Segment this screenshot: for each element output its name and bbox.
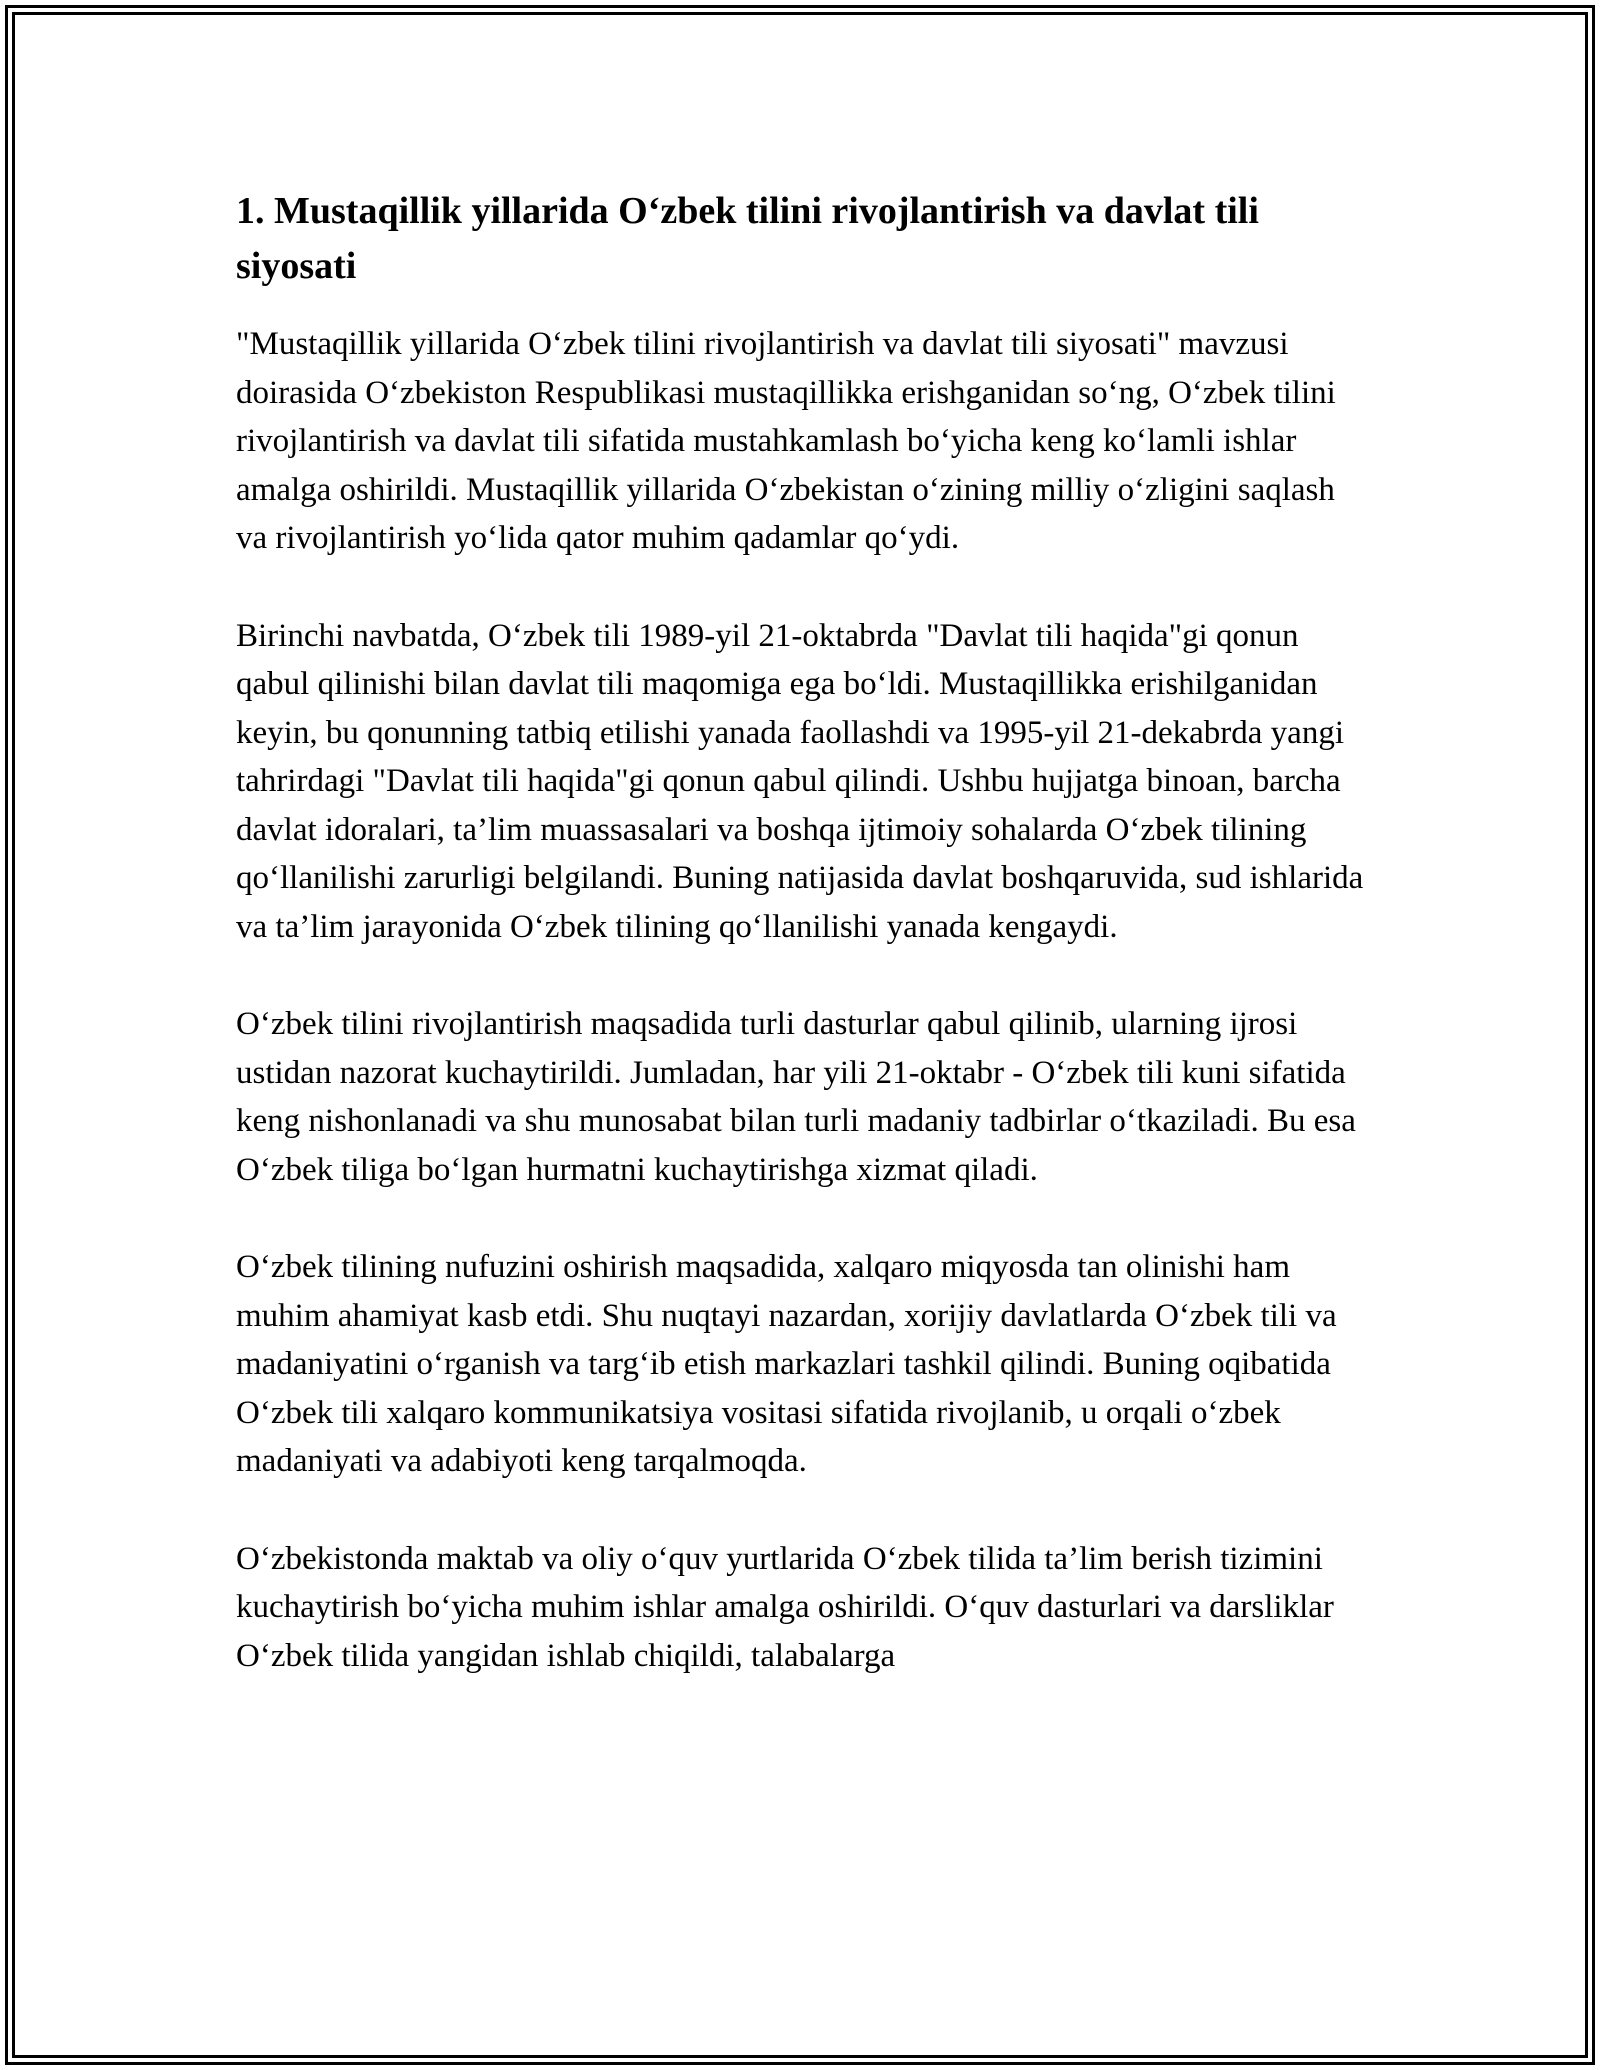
paragraph-3: O‘zbek tilini rivojlantirish maqsadida turli dasturlar qabul qilinib, ularning ijrosi ustidan nazorat kuchaytirildi. Jumladan, har yili 21-oktabr - O‘zbek tili kuni sifatida keng nishonlanadi va shu munosabat bilan turli madaniy tadbirlar o‘tkaziladi. Bu esa O‘zbek tiliga bo‘lgan hurmatni kuchaytirishga xizmat qiladi. [236, 1006, 1356, 1188]
paragraph-5: O‘zbekistonda maktab va oliy o‘quv yurtlarida O‘zbek tilida ta’lim berish tizimini kuchaytirish bo‘yicha muhim ishlar amalga oshirildi. O‘quv dasturlari va darsliklar O‘zbek tilida yangidan ishlab chiqildi, talabalarga [236, 1540, 1334, 1674]
section-heading: 1. Mustaqillik yillarida O‘zbek tilini rivojlantirish va davlat tili siyosati [236, 190, 1259, 287]
document-body [236, 184, 1366, 1729]
paragraph-4: O‘zbek tilining nufuzini oshirish maqsadida, xalqaro miqyosda tan olinishi ham muhim ahamiyat kasb etdi. Shu nuqtayi nazardan, xorijiy davlatlarda O‘zbek tili va madaniyatini o‘rganish va targ‘ib etish markazlari tashkil qilindi. Buning oqibatida O‘zbek tili xalqaro kommunikatsiya vositasi sifatida rivojlanib, u orqali o‘zbek madaniyati va adabiyoti keng tarqalmoqda. [236, 1249, 1337, 1479]
paragraph-2: Birinchi navbatda, O‘zbek tili 1989-yil 21-oktabrda "Davlat tili haqida"gi qonun qabul qilinishi bilan davlat tili maqomiga ega bo‘ldi. Mustaqillikka erishilganidan keyin, bu qonunning tatbiq etilishi yanada faollashdi va 1995-yil 21-dekabrda yangi tahrirdagi "Davlat tili haqida"gi qonun qabul qilindi. Ushbu hujjatga binoan, barcha davlat idoralari, ta’lim muassasalari va boshqa ijtimoiy sohalarda O‘zbek tilining qo‘llanilishi zarurligi belgilandi. Buning natijasida davlat boshqaruvida, sud ishlarida va ta’lim jarayonida O‘zbek tilining qo‘llanilishi yanada kengaydi. [236, 617, 1364, 945]
paragraph-1: "Mustaqillik yillarida O‘zbek tilini rivojlantirish va davlat tili siyosati" mavzusi doirasida O‘zbekiston Respublikasi mustaqillikka erishganidan so‘ng, O‘zbek tilini rivojlantirish va davlat tili sifatida mustahkamlash bo‘yicha keng ko‘lamli ishlar amalga oshirildi. Mustaqillik yillarida O‘zbekistan o‘zining milliy o‘zligini saqlash va rivojlantirish yo‘lida qator muhim qadamlar qo‘ydi. [236, 326, 1336, 556]
